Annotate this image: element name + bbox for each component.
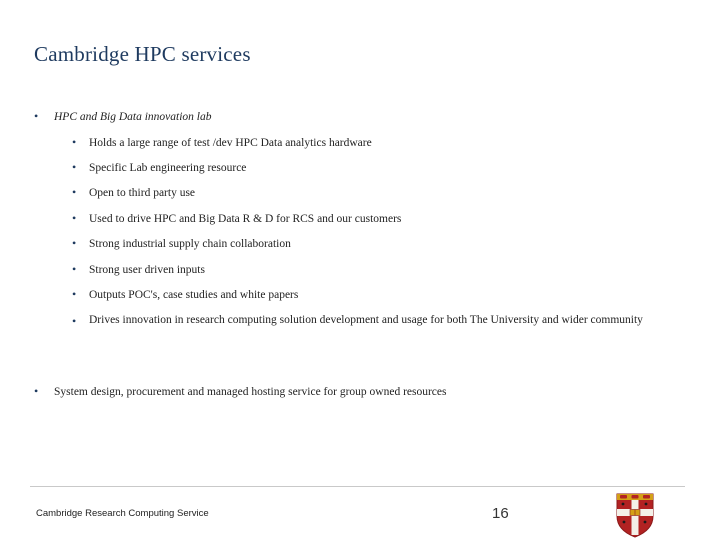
sub-bullet	[72, 135, 372, 149]
sub-bullet	[72, 185, 196, 199]
sub-bullet	[72, 236, 291, 250]
bullet-dot-icon: •	[72, 236, 77, 250]
bullet-level1	[34, 384, 447, 398]
bullet-dot-icon: •	[72, 160, 77, 174]
bullet-dot-icon: •	[72, 135, 77, 149]
footer-organization: Cambridge Research Computing Service	[36, 508, 209, 519]
sub-bullet-text: Open to third party use	[89, 187, 196, 199]
university-crest-icon	[615, 492, 655, 538]
sub-bullet-text: Drives innovation in research computing solution development and usage for both The University and wider community	[89, 314, 643, 326]
sub-bullet	[72, 310, 664, 330]
bullet-text: System design, procurement and managed hosting service for group owned resources	[54, 386, 447, 398]
bullet-dot-icon: •	[34, 109, 39, 123]
sub-bullet-text: Outputs POC's, case studies and white papers	[89, 289, 299, 301]
footer-divider	[30, 486, 685, 487]
bullet-dot-icon: •	[72, 185, 77, 199]
bullet-text: HPC and Big Data innovation lab	[54, 111, 212, 123]
sub-bullet-text: Strong industrial supply chain collaboration	[89, 238, 291, 250]
sub-bullet-text: Used to drive HPC and Big Data R & D for RCS and our customers	[89, 213, 402, 225]
sub-bullet-text: Holds a large range of test /dev HPC Data analytics hardware	[89, 137, 372, 149]
bullet-dot-icon: •	[72, 314, 77, 328]
sub-bullet	[72, 287, 299, 301]
bullet-dot-icon: •	[72, 287, 77, 301]
bullet-dot-icon: •	[72, 262, 77, 276]
page-number: 16	[492, 505, 509, 522]
bullet-dot-icon: •	[72, 211, 77, 225]
bullet-dot-icon: •	[34, 384, 39, 398]
bullet-level1	[34, 109, 212, 123]
sub-bullet	[72, 262, 205, 276]
sub-bullet-text: Strong user driven inputs	[89, 264, 205, 276]
sub-bullet-text: Specific Lab engineering resource	[89, 162, 247, 174]
sub-bullet	[72, 211, 402, 225]
sub-bullet	[72, 160, 247, 174]
slide-title: Cambridge HPC services	[34, 42, 251, 66]
